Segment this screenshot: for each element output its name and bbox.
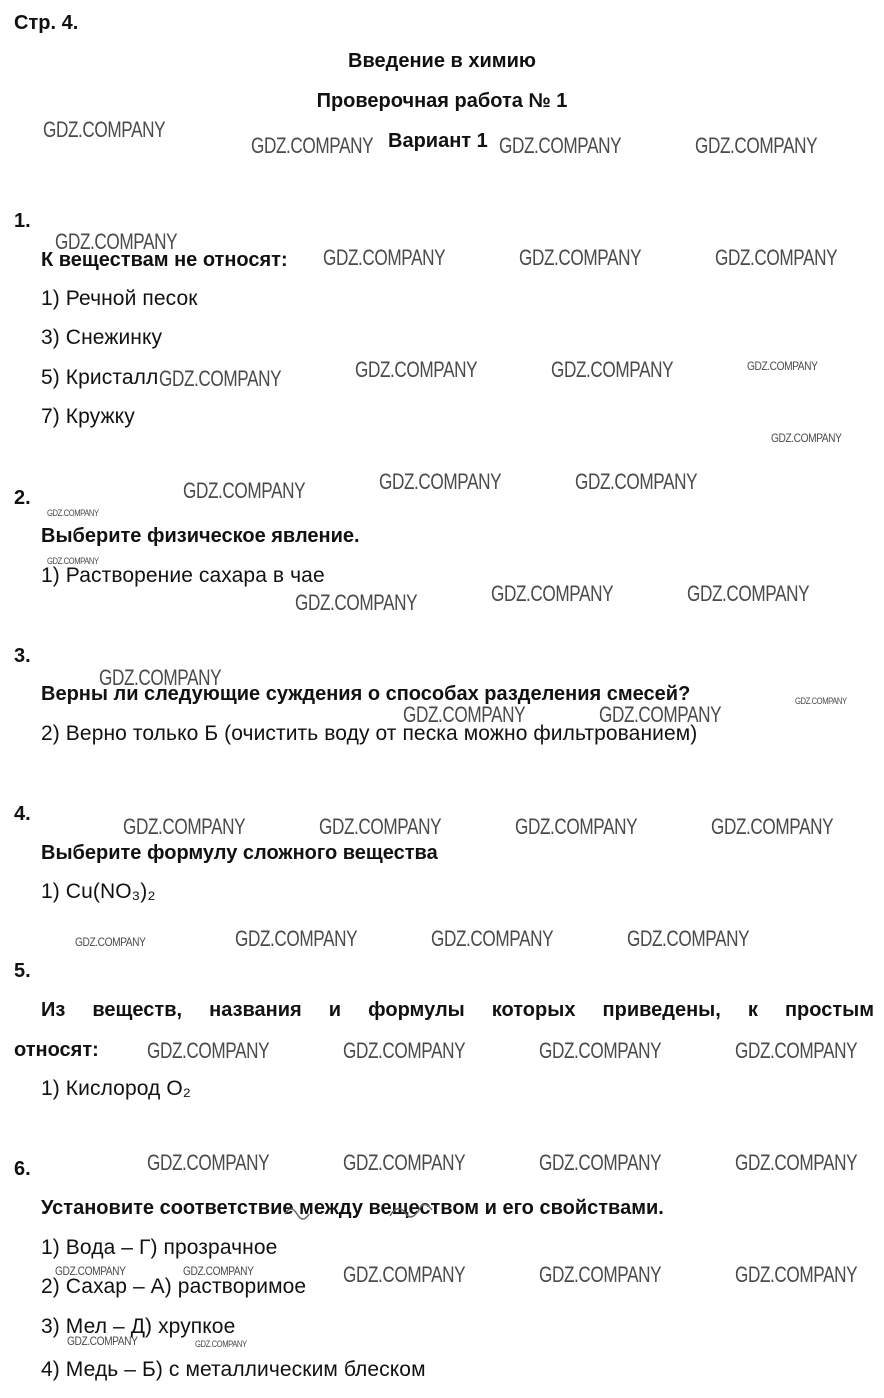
answer-line: 1) Cu(NO₃)₂ [41,880,156,903]
task-question: К веществам не относят: [41,249,288,271]
watermark-text: GDZ.COMPANY [323,245,446,270]
document-title: Введение в химию [348,50,536,72]
task-number: 3. [14,645,31,667]
page-number: Стр. 4. [14,12,79,34]
answer-line: 2) Верно только Б (очистить воду от песка можно фильтрованием) [41,722,698,745]
task-number: 2. [14,487,31,509]
variant-label: Вариант 1 [388,130,488,152]
answer-line: 2) Сахар – А) растворимое [41,1275,307,1298]
watermark-text: GDZ.COMPANY [251,133,374,158]
watermark-text: GDZ.COMPANY [599,702,722,727]
watermark-text: GDZ.COMPANY [491,581,614,606]
watermark-text: GDZ.COMPANY [147,1150,270,1175]
task-question-continuation: относят: [14,1039,99,1061]
watermark-text: GDZ.COMPANY [235,926,358,951]
watermark-text: GDZ.COMPANY [183,478,306,503]
task-number: 6. [14,1158,31,1180]
task-question: Выберите физическое явление. [41,525,360,547]
watermark-text: GDZ.COMPANY [147,1038,270,1063]
answer-line: 5) Кристалл [41,366,159,389]
task-question: Верны ли следующие суждения о способах разделения смесей? [41,683,691,705]
answer-line: 1) Кислород O₂ [41,1077,192,1100]
watermark-text: GDZ.COMPANY [183,1264,254,1278]
task-number: 5. [14,960,31,982]
watermark-text: GDZ.COMPANY [379,469,502,494]
watermark-text: GDZ.COMPANY [515,814,638,839]
scribble-mark [280,1196,450,1226]
watermark-text: GDZ.COMPANY [75,935,146,949]
task-question: Установите соответствие между веществом и его свойствами. [41,1197,664,1219]
watermark-text: GDZ.COMPANY [159,366,282,391]
answer-line: 4) Медь – Б) с металлическим блеском [41,1358,426,1381]
watermark-text: GDZ.COMPANY [295,590,418,615]
watermark-text: GDZ.COMPANY [319,814,442,839]
watermark-text: GDZ.COMPANY [355,357,478,382]
watermark-text: GDZ.COMPANY [343,1262,466,1287]
watermark-text: GDZ.COMPANY [539,1262,662,1287]
answer-line: 1) Речной песок [41,287,198,310]
answer-line: 1) Вода – Г) прозрачное [41,1236,278,1259]
document-subtitle: Проверочная работа № 1 [316,90,568,112]
watermark-text: GDZ.COMPANY [499,133,622,158]
watermark-text: GDZ.COMPANY [431,926,554,951]
watermark-text: GDZ.COMPANY [343,1150,466,1175]
watermark-text: GDZ.COMPANY [627,926,750,951]
watermark-text: GDZ.COMPANY [55,1264,126,1278]
answer-line: 7) Кружку [41,405,135,428]
task-question: Из веществ, названия и формулы которых приведены, к простым [41,999,874,1021]
watermark-text: GDZ.COMPANY [343,1038,466,1063]
task-number: 4. [14,803,31,825]
watermark-text: GDZ.COMPANY [47,508,99,518]
watermark-text: GDZ.COMPANY [47,556,99,566]
watermark-text: GDZ.COMPANY [747,359,818,373]
watermark-text: GDZ.COMPANY [735,1262,858,1287]
watermark-text: GDZ.COMPANY [43,117,166,142]
watermark-text: GDZ.COMPANY [795,696,847,706]
task-number: 1. [14,210,31,232]
watermark-text: GDZ.COMPANY [575,469,698,494]
watermark-text: GDZ.COMPANY [539,1150,662,1175]
watermark-text: GDZ.COMPANY [695,133,818,158]
watermark-text: GDZ.COMPANY [539,1038,662,1063]
answer-line: 1) Растворение сахара в чае [41,564,325,587]
answer-line: 3) Мел – Д) хрупкое [41,1315,236,1338]
watermark-text: GDZ.COMPANY [771,431,842,445]
watermark-text: GDZ.COMPANY [715,245,838,270]
watermark-text: GDZ.COMPANY [711,814,834,839]
watermark-text: GDZ.COMPANY [519,245,642,270]
watermark-text: GDZ.COMPANY [123,814,246,839]
watermark-text: GDZ.COMPANY [735,1150,858,1175]
watermark-text: GDZ.COMPANY [735,1038,858,1063]
watermark-text: GDZ.COMPANY [687,581,810,606]
watermark-text: GDZ.COMPANY [55,229,178,254]
watermark-text: GDZ.COMPANY [551,357,674,382]
answer-line: 3) Снежинку [41,326,163,349]
watermark-text: GDZ.COMPANY [99,665,222,690]
watermark-text: GDZ.COMPANY [195,1339,247,1349]
watermark-text: GDZ.COMPANY [67,1334,138,1348]
watermark-text: GDZ.COMPANY [403,702,526,727]
task-question: Выберите формулу сложного вещества [41,842,438,864]
